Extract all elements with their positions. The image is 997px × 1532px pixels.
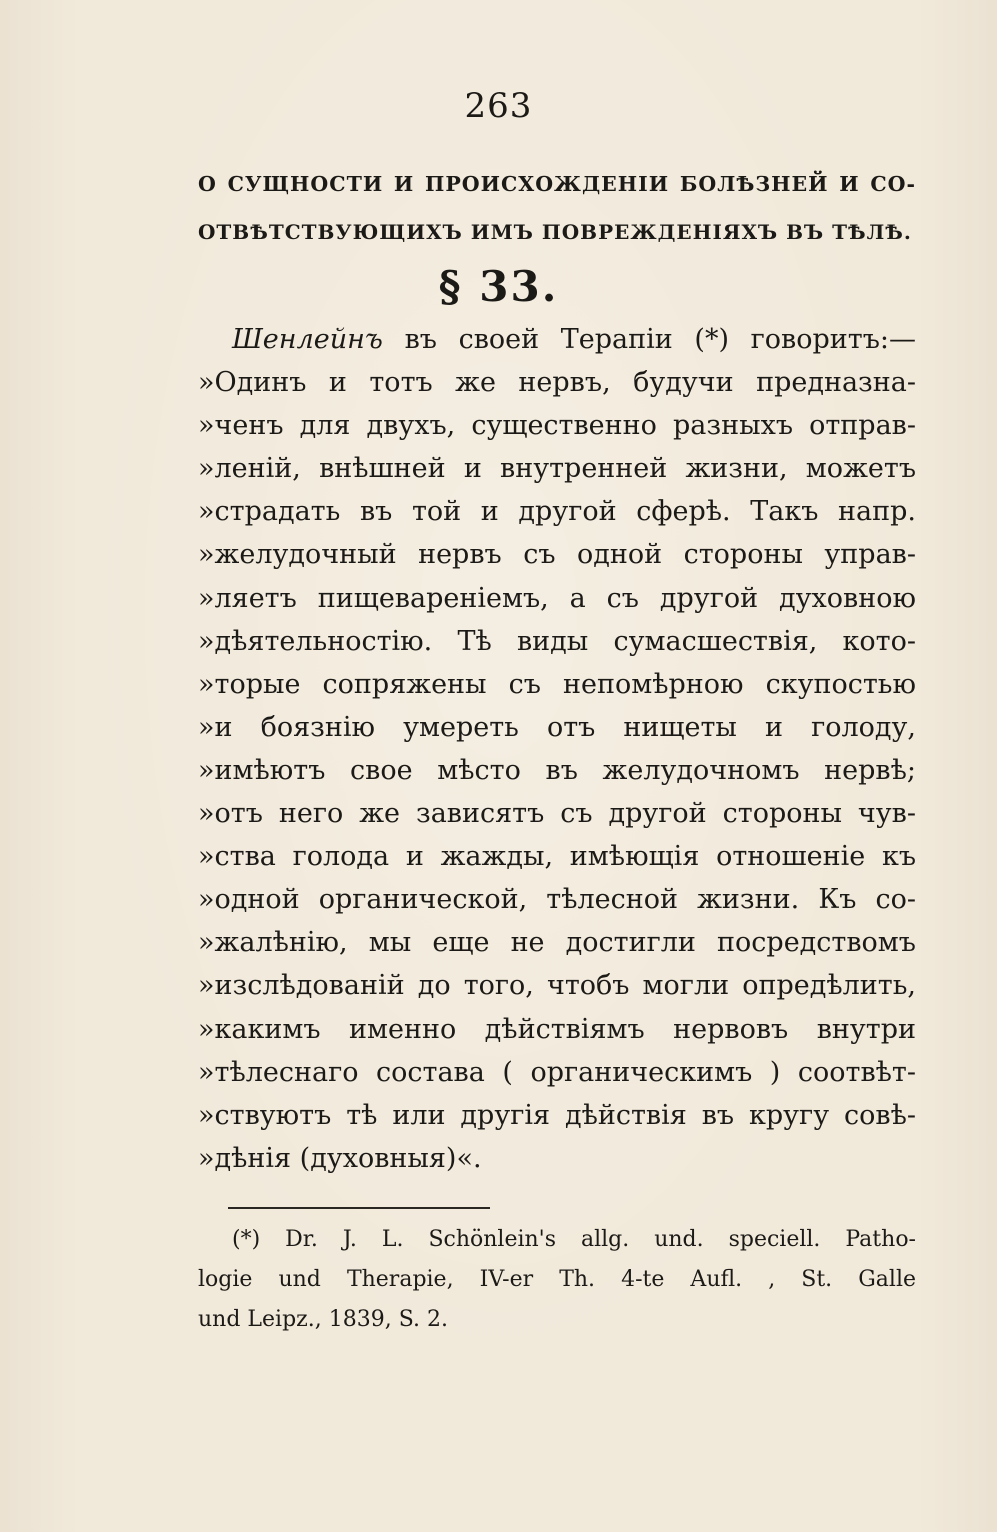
body-line-9: »торые сопряжены съ непомѣрною скупостью (198, 668, 916, 700)
body-line-3: »ченъ для двухъ, существенно разныхъ отправ- (198, 410, 916, 442)
body-line-20: »дѣнія (духовныя)«. (198, 1142, 482, 1174)
body-line-19: »ствуютъ тѣ или другія дѣйствія въ кругу совѣ- (198, 1099, 916, 1131)
body-line-12: »отъ него же зависятъ съ другой стороны чув- (198, 798, 916, 830)
body-line-11: »имѣютъ свое мѣсто въ желудочномъ нервѣ; (198, 754, 916, 786)
section-heading: § 33. (438, 262, 559, 311)
footnote (198, 1220, 916, 1340)
chapter-title-line-2: ОТВѢТСТВУЮЩИХЪ ИМЪ ПОВРЕЖДЕНІЯХЪ ВЪ ТѢЛѢ. (198, 220, 912, 244)
body-text (198, 318, 916, 1180)
body-line-14: »одной органической, тѣлесной жизни. Къ со- (198, 884, 916, 916)
footnote-divider (228, 1207, 490, 1209)
body-line-7: »ляетъ пищевареніемъ, а съ другой духовною (198, 582, 916, 614)
body-line-15: »жалѣнію, мы еще не достигли посредствомъ (198, 927, 916, 959)
body-line-6: »желудочный нервъ съ одной стороны управ- (198, 539, 916, 571)
chapter-title (198, 160, 916, 256)
body-line-8: »дѣятельностію. Тѣ виды сумасшествія, кото- (198, 625, 916, 657)
body-line-16: »изслѣдованій до того, чтобъ могли опредѣлить, (198, 970, 916, 1002)
chapter-title-line-1: О СУЩНОСТИ И ПРОИСХОЖДЕНІИ БОЛѢЗНЕЙ И СО- (198, 172, 916, 196)
footnote-line-3: und Leipz., 1839, S. 2. (198, 1307, 448, 1332)
body-line-10: »и боязнію умереть отъ нищеты и голоду, (198, 711, 916, 743)
body-line-13: »ства голода и жажды, имѣющія отношеніе къ (198, 841, 916, 873)
author-name: Шенлейнъ (232, 324, 383, 355)
body-line-2: »Одинъ и тотъ же нервъ, будучи предназна- (198, 367, 916, 399)
page-number: 263 (464, 86, 533, 126)
body-line-1 (198, 318, 916, 361)
body-line-1-text: въ своей Терапіи (*) говоритъ:— (382, 324, 916, 355)
footnote-line-2: logie und Therapie, IV-er Th. 4-te Aufl. , St. Galle (198, 1267, 916, 1292)
body-line-4: »леній, внѣшней и внутренней жизни, можетъ (198, 453, 916, 485)
body-line-18: »тѣлеснаго состава ( органическимъ ) соотвѣт- (198, 1056, 916, 1088)
footnote-line-1: (*) Dr. J. L. Schönlein's allg. und. speciell. Patho- (232, 1227, 916, 1252)
body-line-5: »страдать въ той и другой сферѣ. Такъ напр. (198, 496, 916, 528)
body-line-17: »какимъ именно дѣйствіямъ нервовъ внутри (198, 1013, 916, 1045)
